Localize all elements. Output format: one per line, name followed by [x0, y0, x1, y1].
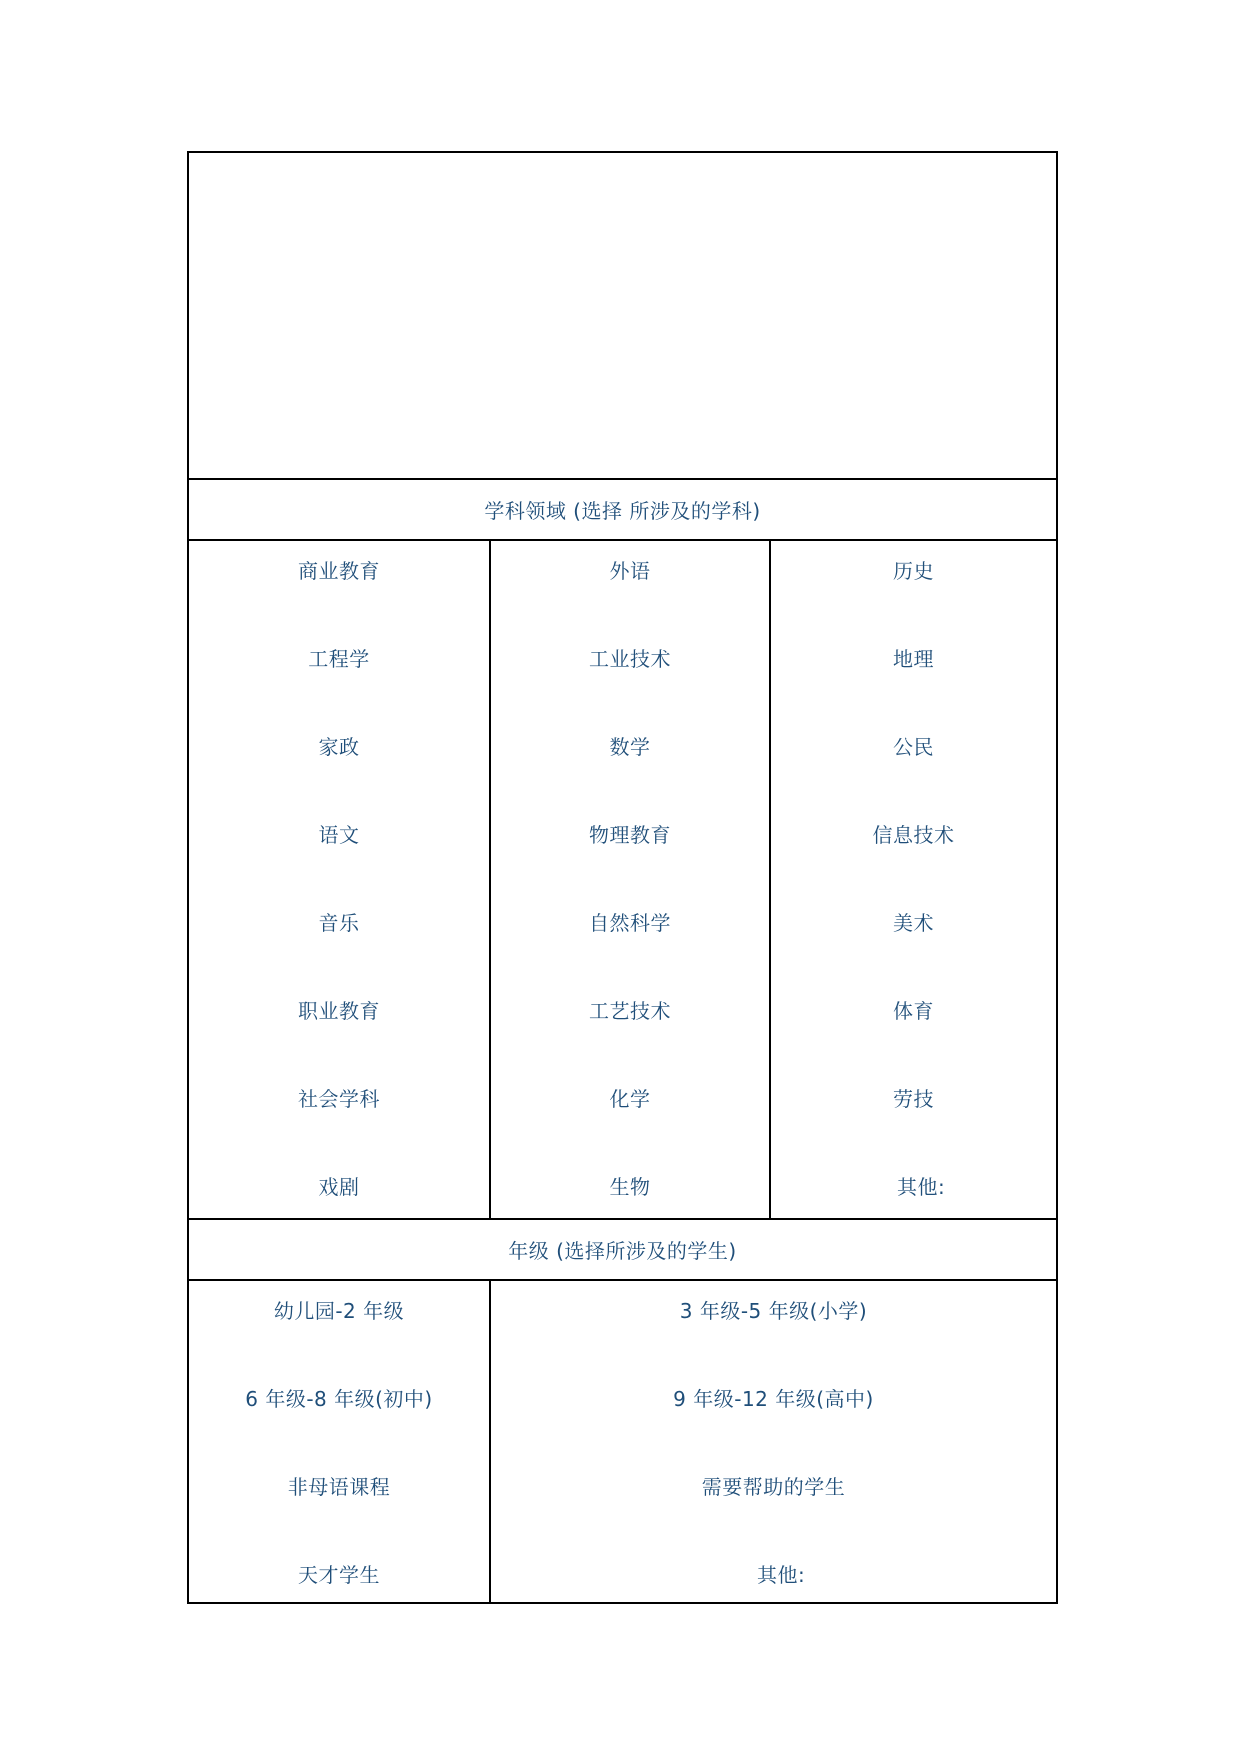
- subject-grade-form: [187, 151, 1058, 1604]
- subjects-column-2: [491, 541, 771, 1218]
- grades-column-1: [189, 1281, 491, 1602]
- subjects-header-label: 学科领域 (选择 所涉及的学科): [484, 499, 761, 523]
- grade-item-other[interactable]: 其他:: [757, 1562, 806, 1587]
- grade-item[interactable]: 6 年级-8 年级(初中): [245, 1386, 433, 1411]
- grade-item[interactable]: 9 年级-12 年级(高中): [673, 1386, 874, 1411]
- subject-item[interactable]: 社会学科: [298, 1086, 380, 1111]
- subject-item[interactable]: 工业技术: [589, 646, 671, 671]
- subject-item[interactable]: 自然科学: [589, 910, 671, 935]
- subject-item[interactable]: 化学: [609, 1086, 651, 1111]
- grades-column-2: [491, 1281, 1056, 1602]
- blank-content-area: [189, 153, 1056, 480]
- subject-item[interactable]: 音乐: [318, 910, 360, 935]
- subjects-grid: [189, 541, 1056, 1220]
- grade-item[interactable]: 幼儿园-2 年级: [273, 1298, 405, 1323]
- grades-grid: [189, 1281, 1056, 1602]
- grade-item[interactable]: 天才学生: [298, 1562, 380, 1587]
- grade-item[interactable]: 3 年级-5 年级(小学): [679, 1298, 868, 1323]
- subject-item[interactable]: 职业教育: [298, 998, 380, 1023]
- subject-item[interactable]: 劳技: [893, 1086, 934, 1111]
- subject-item[interactable]: 公民: [893, 734, 934, 759]
- subjects-header: [189, 480, 1056, 541]
- subject-item[interactable]: 语文: [318, 822, 360, 847]
- subject-item[interactable]: 信息技术: [872, 822, 955, 847]
- subject-item[interactable]: 生物: [609, 1174, 651, 1199]
- subject-item[interactable]: 物理教育: [589, 822, 671, 847]
- grade-item[interactable]: 非母语课程: [287, 1474, 391, 1499]
- subject-item[interactable]: 历史: [893, 558, 934, 583]
- subjects-column-3: [771, 541, 1056, 1218]
- subject-item[interactable]: 工艺技术: [589, 998, 671, 1023]
- subject-item[interactable]: 美术: [893, 910, 934, 935]
- grades-header: [189, 1220, 1056, 1281]
- subject-item[interactable]: 商业教育: [298, 558, 380, 583]
- subject-item-other[interactable]: 其他:: [897, 1174, 946, 1199]
- subject-item[interactable]: 数学: [609, 734, 651, 759]
- subject-item[interactable]: 家政: [318, 734, 360, 759]
- subject-item[interactable]: 地理: [893, 646, 934, 671]
- subject-item[interactable]: 戏剧: [318, 1174, 360, 1199]
- subject-item[interactable]: 工程学: [308, 646, 370, 671]
- grade-item[interactable]: 需要帮助的学生: [701, 1474, 846, 1499]
- subject-item[interactable]: 体育: [893, 998, 934, 1023]
- subjects-column-1: [189, 541, 491, 1218]
- grades-header-label: 年级 (选择所涉及的学生): [508, 1239, 737, 1263]
- subject-item[interactable]: 外语: [609, 558, 651, 583]
